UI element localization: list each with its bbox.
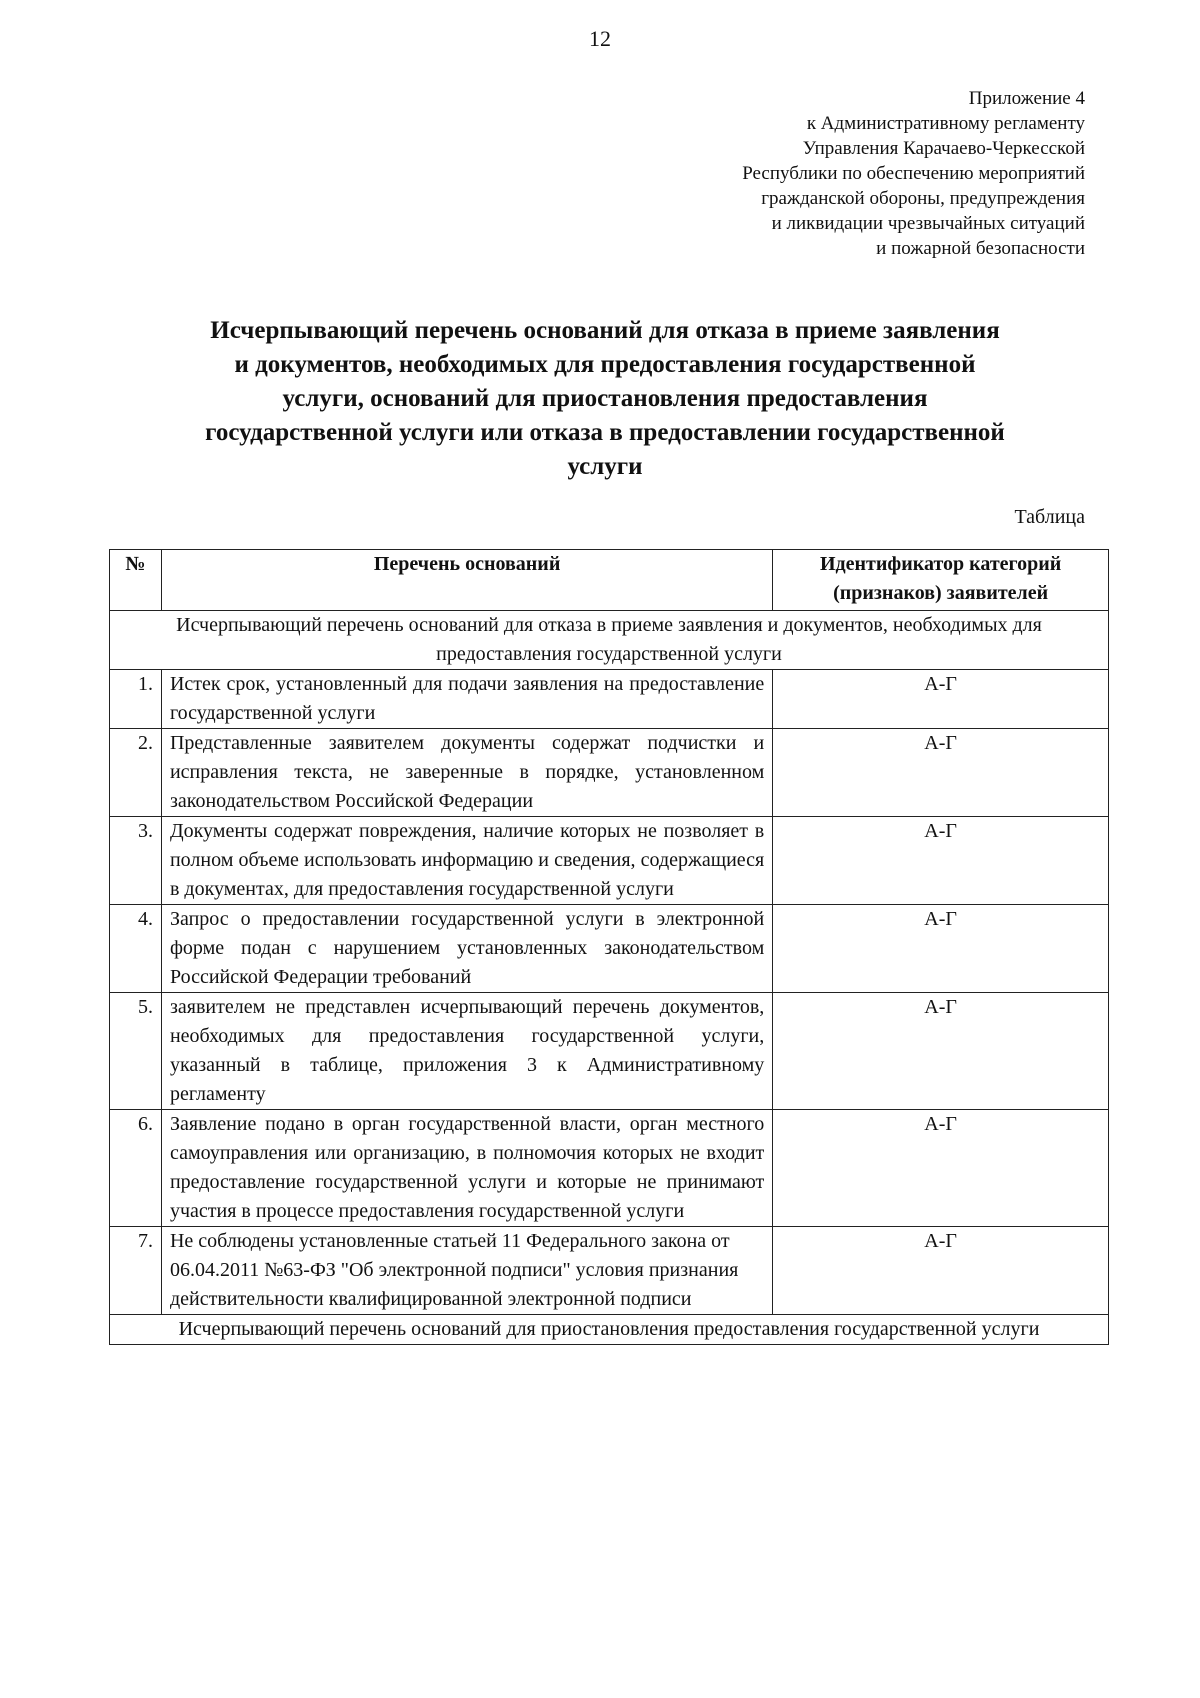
row-identifier: А-Г: [773, 729, 1109, 817]
table-row: [110, 670, 1109, 729]
table-row: [110, 905, 1109, 993]
row-identifier: А-Г: [773, 905, 1109, 993]
table-row: [110, 1227, 1109, 1315]
appendix-line: Управления Карачаево-Черкесской: [802, 138, 1085, 159]
row-text: Не соблюдены установленные статьей 11 Федерального закона от 06.04.2011 №63-ФЗ "Об электронной подписи" условия признания действительности квалифицированной электронной подписи: [161, 1227, 772, 1315]
header-grounds: Перечень оснований: [161, 550, 772, 611]
row-identifier: А-Г: [773, 993, 1109, 1110]
row-text: Заявление подано в орган государственной власти, орган местного самоуправления или организацию, в полномочия которых не входит предоставление государственной услуги и которые не принимают участия в процессе предоставления государственной услуги: [161, 1110, 772, 1227]
table-caption: Таблица: [1014, 506, 1085, 528]
row-number: 5.: [110, 993, 162, 1110]
row-text: Истек срок, установленный для подачи заявления на предоставление государственной услуги: [161, 670, 772, 729]
row-text: Запрос о предоставлении государственной услуги в электронной форме подан с нарушением установленных законодательством Российской Федерации требований: [161, 905, 772, 993]
row-text: Представленные заявителем документы содержат подчистки и исправления текста, не заверенные в порядке, установленном законодательством Российской Федерации: [161, 729, 772, 817]
row-number: 6.: [110, 1110, 162, 1227]
row-identifier: А-Г: [773, 670, 1109, 729]
appendix-line: и ликвидации чрезвычайных ситуаций: [771, 213, 1085, 234]
header-number: №: [110, 550, 162, 611]
row-number: 2.: [110, 729, 162, 817]
section-1-heading: Исчерпывающий перечень оснований для отказа в приеме заявления и документов, необходимых для предоставления государственной услуги: [110, 611, 1109, 670]
appendix-line: гражданской обороны, предупреждения: [761, 188, 1085, 209]
title-line: государственной услуги или отказа в предоставлении государственной: [205, 419, 1005, 446]
title-line: и документов, необходимых для предоставления государственной: [234, 351, 976, 378]
row-identifier: А-Г: [773, 817, 1109, 905]
row-text: Документы содержат повреждения, наличие которых не позволяет в полном объеме использовать информацию и сведения, содержащиеся в документах, для предоставления государственной услуги: [161, 817, 772, 905]
row-number: 1.: [110, 670, 162, 729]
section-row: [110, 611, 1109, 670]
row-identifier: А-Г: [773, 1110, 1109, 1227]
title-line: услуги: [567, 453, 643, 480]
header-identifier: Идентификатор категорий (признаков) заявителей: [773, 550, 1109, 611]
title-line: услуги, оснований для приостановления предоставления: [282, 385, 928, 412]
table-row: [110, 993, 1109, 1110]
document-title: [140, 314, 1070, 484]
table-row: [110, 1110, 1109, 1227]
appendix-heading: [742, 86, 1085, 261]
row-identifier: А-Г: [773, 1227, 1109, 1315]
page-number: 12: [589, 26, 611, 51]
grounds-table: [109, 549, 1109, 1345]
row-text: заявителем не представлен исчерпывающий перечень документов, необходимых для предоставления государственной услуги, указанный в таблице, приложения 3 к Административному регламенту: [161, 993, 772, 1110]
appendix-line: Приложение 4: [968, 88, 1085, 109]
table-row: [110, 817, 1109, 905]
table-header-row: [110, 550, 1109, 611]
section-2-heading: Исчерпывающий перечень оснований для приостановления предоставления государственной услуги: [110, 1315, 1109, 1345]
appendix-line: к Административному регламенту: [806, 113, 1085, 134]
row-number: 3.: [110, 817, 162, 905]
row-number: 7.: [110, 1227, 162, 1315]
appendix-line: и пожарной безопасности: [876, 238, 1085, 259]
row-number: 4.: [110, 905, 162, 993]
title-line: Исчерпывающий перечень оснований для отказа в приеме заявления: [210, 317, 1000, 344]
appendix-line: Республики по обеспечению мероприятий: [742, 163, 1085, 184]
section-row: [110, 1315, 1109, 1345]
table-row: [110, 729, 1109, 817]
